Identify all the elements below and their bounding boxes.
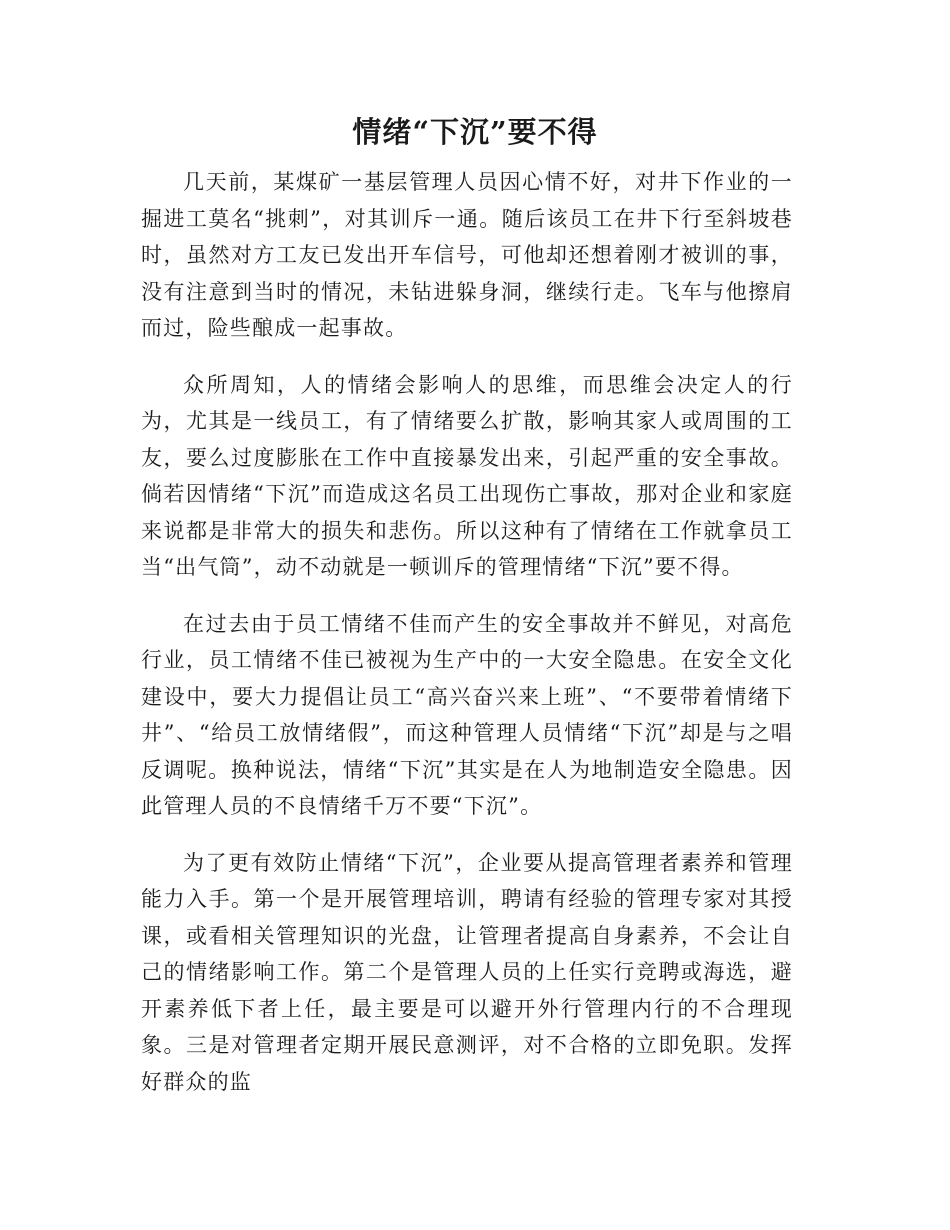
document-body xyxy=(141,164,793,1120)
paragraph-1: 几天前，某煤矿一基层管理人员因心情不好，对井下作业的一掘进工莫名“挑刺”，对其训斥一通。随后该员工在井下行至斜坡巷时，虽然对方工友已发出开车信号，可他却还想着刚才被训的事，没有注意到当时的情况，未钻进躲身洞，继续行走。飞车与他擦肩而过，险些酿成一起事故。 xyxy=(141,170,793,340)
paragraph-4: 为了更有效防止情绪“下沉”，企业要从提高管理者素养和管理能力入手。第一个是开展管理培训，聘请有经验的管理专家对其授课，或看相关管理知识的光盘，让管理者提高自身素养，不会让自己的情绪影响工作。第二个是管理人员的上任实行竞聘或海选，避开素养低下者上任，最主要是可以避开外行管理内行的不合理现象。三是对管理者定期开展民意测评，对不合格的立即免职。发挥好群众的监 xyxy=(141,850,793,1094)
document-title: 情绪“下沉”要不得 xyxy=(352,115,598,149)
paragraph-3: 在过去由于员工情绪不佳而产生的安全事故并不鲜见，对高危行业，员工情绪不佳已被视为生产中的一大安全隐患。在安全文化建设中，要大力提倡让员工“高兴奋兴来上班”、“不要带着情绪下井”、“给员工放情绪假”，而这种管理人员情绪“下沉”却是与之唱反调呢。换种说法，情绪“下沉”其实是在人为地制造安全隐患。因此管理人员的不良情绪千万不要“下沉”。 xyxy=(141,611,793,818)
paragraph-2: 众所周知，人的情绪会影响人的思维，而思维会决定人的行为，尤其是一线员工，有了情绪要么扩散，影响其家人或周围的工友，要么过度膨胀在工作中直接暴发出来，引起严重的安全事故。倘若因情绪“下沉”而造成这名员工出现伤亡事故，那对企业和家庭来说都是非常大的损失和悲伤。所以这种有了情绪在工作就拿员工当“出气筒”，动不动就是一顿训斥的管理情绪“下沉”要不得。 xyxy=(141,372,793,579)
